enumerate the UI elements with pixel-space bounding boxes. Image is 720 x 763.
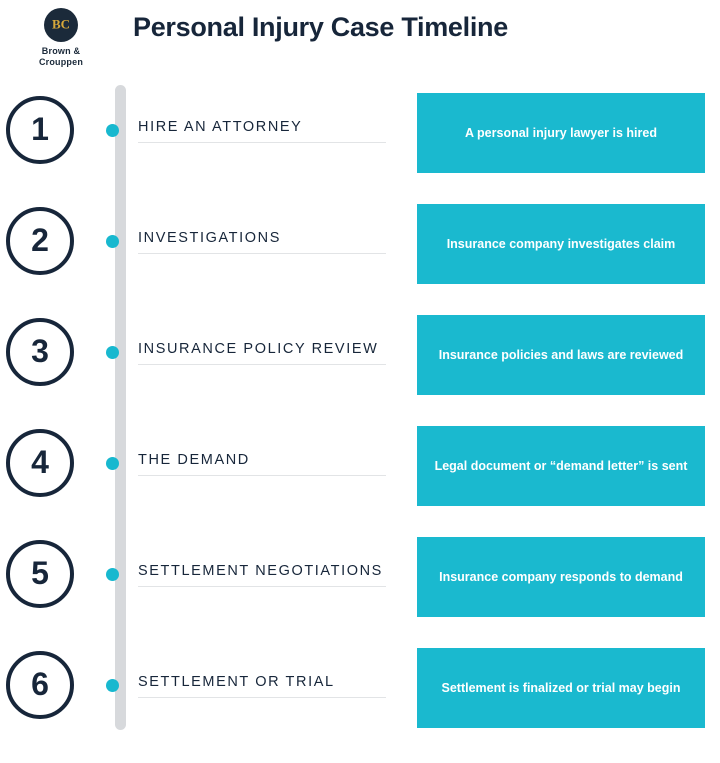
step-number-badge [6,96,74,164]
step-label-rule [138,586,386,587]
step-label: THE DEMAND [138,452,250,468]
step-description-text: Insurance policies and laws are reviewed [438,347,684,362]
brand-logo [18,8,104,69]
step-description-text: Settlement is finalized or trial may begin [441,680,681,695]
logo-name-line1: Brown & [41,46,81,56]
step-description-box [417,93,705,173]
step-description-text: Insurance company responds to demand [439,569,683,584]
step-description-box [417,204,705,284]
step-number-badge [6,651,74,719]
step-description-text: A personal injury lawyer is hired [465,125,657,140]
timeline-step-6 [0,651,720,763]
step-label-rule [138,253,386,254]
logo-monogram-text: BC [51,16,71,32]
step-label-rule [138,475,386,476]
step-marker-dot [106,235,119,248]
step-marker-dot [106,124,119,137]
page-title: Personal Injury Case Timeline [133,12,508,42]
step-label: SETTLEMENT NEGOTIATIONS [138,563,383,579]
step-description-box [417,537,705,617]
step-number-badge [6,207,74,275]
step-label: SETTLEMENT OR TRIAL [138,674,335,690]
logo-name-line2: Crouppen [38,57,84,68]
step-number-badge [6,318,74,386]
step-marker-dot [106,346,119,359]
timeline-step-5 [0,540,720,652]
step-number-text: 2 [31,221,49,258]
logo-name [18,46,104,69]
step-description-box [417,426,705,506]
timeline-step-2 [0,207,720,319]
step-number-text: 4 [31,443,49,480]
step-label-rule [138,697,386,698]
step-description-text: Insurance company investigates claim [446,236,676,251]
step-number-badge [6,429,74,497]
logo-monogram-icon [44,8,78,42]
step-description-text: Legal document or “demand letter” is sent [434,458,688,473]
step-label-rule [138,142,386,143]
step-label: HIRE AN ATTORNEY [138,119,303,135]
step-marker-dot [106,568,119,581]
timeline-step-1 [0,96,720,208]
step-number-text: 5 [31,554,49,591]
step-label: INSURANCE POLICY REVIEW [138,341,379,357]
step-description-box [417,315,705,395]
timeline-step-3 [0,318,720,430]
step-marker-dot [106,457,119,470]
step-number-text: 3 [31,332,49,369]
step-marker-dot [106,679,119,692]
step-label: INVESTIGATIONS [138,230,281,246]
step-number-text: 1 [31,110,49,147]
timeline-step-4 [0,429,720,541]
step-number-badge [6,540,74,608]
step-number-text: 6 [31,665,49,702]
step-label-rule [138,364,386,365]
step-description-box [417,648,705,728]
